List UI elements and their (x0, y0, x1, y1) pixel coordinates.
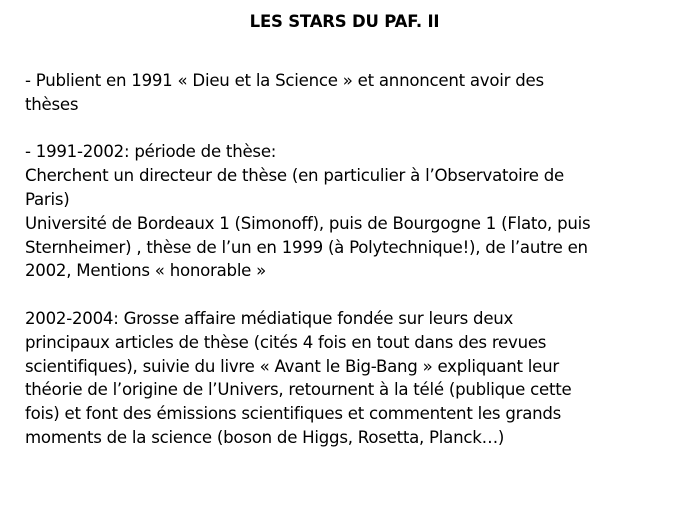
slide-body (25, 69, 680, 450)
text-line: moments de la science (boson de Higgs, Rosetta, Planck…) (25, 427, 505, 447)
paragraph-thesis-period (25, 140, 680, 283)
text-line: scientifiques), suivie du livre « Avant le Big-Bang » expliquant leur (25, 356, 559, 376)
slide-title: LES STARS DU PAF. II (249, 12, 440, 31)
text-line: Université de Bordeaux 1 (Simonoff), puis de Bourgogne 1 (Flato, puis (25, 213, 591, 233)
text-line: thèses (25, 94, 79, 114)
text-line: Paris) (25, 189, 70, 209)
text-line: Sternheimer) , thèse de l’un en 1999 (à Polytechnique!), de l’autre en (25, 237, 588, 257)
text-line: 2002-2004: Grosse affaire médiatique fondée sur leurs deux (25, 308, 514, 328)
text-line: - Publient en 1991 « Dieu et la Science » et annoncent avoir des (25, 71, 544, 90)
text-line: théorie de l’origine de l’Univers, retournent à la télé (publique cette (25, 380, 572, 400)
paragraph-spacer (25, 117, 680, 141)
text-line: - 1991-2002: période de thèse: (25, 142, 277, 162)
paragraph-spacer (25, 283, 680, 307)
text-line: Cherchent un directeur de thèse (en particulier à l’Observatoire de (25, 166, 564, 186)
text-line: fois) et font des émissions scientifiques et commentent les grands (25, 404, 562, 424)
text-line: principaux articles de thèse (cités 4 fois en tout dans des revues (25, 332, 547, 352)
text-line: 2002, Mentions « honorable » (25, 261, 267, 281)
paragraph-media-affair (25, 307, 680, 450)
paragraph-publications (25, 69, 680, 117)
